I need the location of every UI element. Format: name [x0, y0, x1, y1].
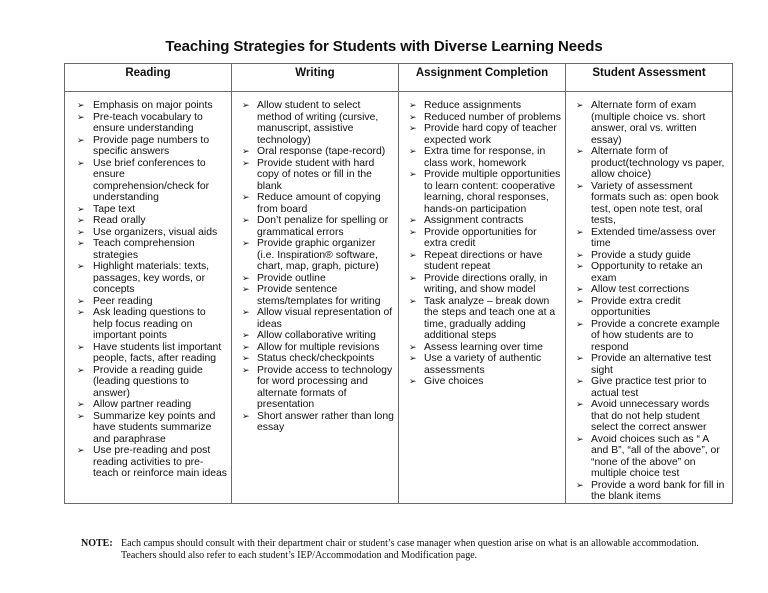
list-item — [236, 158, 394, 193]
list-item-text: Allow visual representation of ideas — [257, 307, 393, 330]
arrow-bullet-icon: ➢ — [242, 238, 250, 248]
list-item — [403, 296, 561, 342]
writing-list — [236, 100, 394, 434]
arrow-bullet-icon: ➢ — [409, 353, 417, 363]
arrow-bullet-icon: ➢ — [242, 353, 250, 363]
document-title: Teaching Strategies for Students with Diverse Learning Needs — [165, 38, 603, 55]
arrow-bullet-icon: ➢ — [576, 226, 584, 237]
list-item-text: Allow collaborative writing — [257, 330, 376, 341]
list-item-text: Allow test corrections — [591, 284, 690, 295]
list-item — [570, 261, 728, 284]
list-item-text: Provide multiple opportunities to learn content: cooperative learning, choral responses, hands-on participation — [424, 169, 561, 215]
list-item — [69, 399, 227, 411]
arrow-bullet-icon: ➢ — [576, 399, 584, 409]
arrow-bullet-icon: ➢ — [576, 284, 584, 294]
list-item — [236, 215, 394, 238]
list-item — [403, 227, 561, 250]
list-item-text: Use a variety of authentic assessments — [424, 353, 542, 376]
arrow-bullet-icon: ➢ — [409, 249, 417, 260]
header-assignment-completion: Assignment Completion — [399, 64, 566, 92]
list-item — [570, 434, 728, 480]
list-item-text: Reduced number of problems — [424, 111, 561, 123]
list-item-text: Provide sentence stems/templates for writing — [257, 284, 381, 307]
arrow-bullet-icon: ➢ — [242, 307, 250, 317]
list-item-text: Avoid unnecessary words that do not help student select the correct answer — [591, 399, 710, 433]
arrow-bullet-icon: ➢ — [576, 318, 584, 329]
list-item — [236, 342, 394, 354]
arrow-bullet-icon: ➢ — [576, 180, 584, 191]
list-item — [403, 169, 561, 215]
list-item — [236, 100, 394, 146]
arrow-bullet-icon: ➢ — [576, 376, 584, 386]
list-item — [236, 411, 394, 434]
arrow-bullet-icon: ➢ — [409, 111, 417, 122]
arrow-bullet-icon: ➢ — [576, 353, 584, 363]
arrow-bullet-icon: ➢ — [242, 410, 250, 421]
arrow-bullet-icon: ➢ — [242, 284, 250, 294]
list-item-text: Provide access to technology for word processing and alternate formats of presentation — [257, 364, 393, 410]
list-item-text: Reduce amount of copying from board — [257, 192, 381, 215]
list-item — [69, 365, 227, 400]
list-item-text: Provide a reading guide (leading questions to answer) — [93, 364, 203, 399]
list-item-text: Highlight materials: texts, passages, key words, or concepts — [93, 261, 210, 295]
list-item-text: Reduce assignments — [424, 100, 522, 111]
arrow-bullet-icon: ➢ — [77, 226, 85, 237]
list-item — [69, 158, 227, 204]
list-item-text: Task analyze – break down the steps and teach one at a time, gradually adding additional steps — [424, 295, 556, 341]
arrow-bullet-icon: ➢ — [409, 341, 417, 352]
list-item — [69, 307, 227, 342]
arrow-bullet-icon: ➢ — [409, 169, 417, 179]
student-assessment-cell — [566, 92, 733, 504]
list-item-text: Avoid choices such as “ A and B”, “all of the above”, or “none of the above” on multiple choice test — [591, 433, 720, 479]
arrow-bullet-icon: ➢ — [242, 341, 250, 352]
list-item-text: Give choices — [424, 376, 484, 387]
footnote — [81, 538, 699, 562]
list-item-text: Provide student with hard copy of notes or fill in the blank — [257, 157, 375, 192]
list-item-text: Provide opportunities for extra credit — [424, 226, 537, 249]
arrow-bullet-icon: ➢ — [77, 295, 85, 306]
list-item-text: Extra time for response, in class work, homework — [424, 146, 546, 169]
list-item-text: Have students list important people, facts, after reading — [93, 341, 222, 364]
list-item-text: Provide a study guide — [591, 249, 691, 261]
list-item — [236, 273, 394, 285]
arrow-bullet-icon: ➢ — [576, 100, 584, 110]
arrow-bullet-icon: ➢ — [409, 146, 417, 156]
arrow-bullet-icon: ➢ — [77, 364, 85, 375]
list-item — [403, 273, 561, 296]
arrow-bullet-icon: ➢ — [576, 433, 584, 444]
arrow-bullet-icon: ➢ — [242, 157, 250, 168]
list-item — [236, 192, 394, 215]
list-item — [403, 376, 561, 388]
list-item — [69, 100, 227, 112]
header-writing: Writing — [232, 64, 399, 92]
list-item-text: Short answer rather than long essay — [257, 410, 394, 433]
list-item-text: Emphasis on major points — [93, 100, 213, 111]
list-item — [69, 261, 227, 296]
list-item — [403, 112, 561, 124]
arrow-bullet-icon: ➢ — [409, 123, 417, 133]
list-item — [570, 353, 728, 376]
arrow-bullet-icon: ➢ — [77, 261, 85, 271]
arrow-bullet-icon: ➢ — [242, 364, 250, 375]
list-item — [236, 146, 394, 158]
arrow-bullet-icon: ➢ — [77, 399, 85, 409]
list-item — [69, 215, 227, 227]
arrow-bullet-icon: ➢ — [242, 272, 250, 283]
arrow-bullet-icon: ➢ — [77, 215, 85, 225]
arrow-bullet-icon: ➢ — [409, 376, 417, 386]
table-header-row — [65, 64, 733, 92]
list-item-text: Allow partner reading — [93, 399, 192, 410]
reading-list — [69, 100, 227, 480]
list-item — [69, 342, 227, 365]
list-item-text: Provide directions orally, in writing, and show model — [424, 272, 548, 295]
arrow-bullet-icon: ➢ — [576, 479, 584, 490]
list-item — [403, 100, 561, 112]
list-item-text: Alternate form of product(technology vs paper, allow choice) — [591, 146, 725, 180]
list-item-text: Provide an alternative test sight — [591, 353, 712, 376]
list-item-text: Ask leading questions to help focus reading on important points — [93, 307, 206, 341]
list-item-text: Read orally — [93, 215, 146, 226]
list-item — [570, 284, 728, 296]
list-item — [236, 365, 394, 411]
list-item-text: Oral response (tape-record) — [257, 146, 386, 157]
arrow-bullet-icon: ➢ — [409, 100, 417, 110]
list-item — [570, 376, 728, 399]
strategies-table — [64, 63, 733, 504]
list-item — [69, 445, 227, 480]
list-item — [236, 238, 394, 273]
header-reading: Reading — [65, 64, 232, 92]
reading-cell — [65, 92, 232, 504]
list-item-text: Don’t penalize for spelling or grammatical errors — [257, 215, 389, 238]
list-item — [403, 146, 561, 169]
arrow-bullet-icon: ➢ — [77, 307, 85, 317]
arrow-bullet-icon: ➢ — [576, 146, 584, 156]
arrow-bullet-icon: ➢ — [242, 100, 250, 110]
assignment-completion-cell — [399, 92, 566, 504]
list-item — [570, 480, 728, 503]
list-item-text: Assignment contracts — [424, 215, 524, 226]
list-item — [570, 399, 728, 434]
arrow-bullet-icon: ➢ — [409, 226, 417, 237]
list-item-text: Opportunity to retake an exam — [591, 261, 703, 284]
list-item — [570, 146, 728, 181]
list-item-text: Provide a word bank for fill in the blank items — [591, 479, 725, 502]
list-item-text: Status check/checkpoints — [257, 353, 375, 364]
student-assessment-list — [570, 100, 728, 503]
list-item — [570, 100, 728, 146]
note-line-2: Teachers should also refer to each student’s IEP/Accommodation and Modification page. — [121, 550, 478, 561]
arrow-bullet-icon: ➢ — [77, 445, 85, 455]
list-item-text: Use brief conferences to ensure comprehension/check for understanding — [93, 157, 210, 203]
list-item — [69, 227, 227, 239]
list-item-text: Provide extra credit opportunities — [591, 295, 681, 318]
arrow-bullet-icon: ➢ — [77, 203, 85, 214]
list-item-text: Allow for multiple revisions — [257, 341, 380, 353]
arrow-bullet-icon: ➢ — [242, 215, 250, 225]
note-label: NOTE: — [81, 538, 113, 549]
list-item — [570, 181, 728, 227]
list-item-text: Provide graphic organizer (i.e. Inspiration® software, chart, map, graph, picture) — [257, 238, 379, 272]
list-item — [403, 215, 561, 227]
arrow-bullet-icon: ➢ — [242, 192, 250, 202]
table-body-row — [65, 92, 733, 504]
list-item — [403, 123, 561, 146]
list-item — [69, 204, 227, 216]
list-item — [236, 284, 394, 307]
list-item — [403, 342, 561, 354]
list-item — [236, 353, 394, 365]
arrow-bullet-icon: ➢ — [77, 157, 85, 168]
header-student-assessment: Student Assessment — [566, 64, 733, 92]
list-item — [570, 319, 728, 354]
arrow-bullet-icon: ➢ — [77, 134, 85, 145]
arrow-bullet-icon: ➢ — [242, 330, 250, 340]
list-item — [236, 307, 394, 330]
list-item — [69, 135, 227, 158]
list-item — [570, 227, 728, 250]
arrow-bullet-icon: ➢ — [77, 238, 85, 248]
note-line-1: Each campus should consult with their department chair or student’s case manager when question arise on what is an allowable accommodation. — [121, 538, 699, 549]
list-item — [570, 296, 728, 319]
list-item-text: Assess learning over time — [424, 341, 543, 353]
arrow-bullet-icon: ➢ — [77, 100, 85, 110]
arrow-bullet-icon: ➢ — [409, 272, 417, 283]
list-item-text: Provide page numbers to specific answers — [93, 134, 210, 157]
list-item — [403, 353, 561, 376]
list-item-text: Use organizers, visual aids — [93, 226, 218, 238]
list-item-text: Repeat directions or have student repeat — [424, 249, 543, 272]
list-item-text: Allow student to select method of writing (cursive, manuscript, assistive technology) — [257, 100, 379, 146]
arrow-bullet-icon: ➢ — [409, 295, 417, 306]
list-item-text: Pre-teach vocabulary to ensure understanding — [93, 111, 203, 134]
assignment-completion-list — [403, 100, 561, 388]
list-item-text: Give practice test prior to actual test — [591, 376, 707, 399]
list-item-text: Provide outline — [257, 272, 326, 284]
list-item-text: Extended time/assess over time — [591, 226, 716, 249]
list-item — [69, 238, 227, 261]
list-item — [403, 250, 561, 273]
arrow-bullet-icon: ➢ — [242, 146, 250, 156]
arrow-bullet-icon: ➢ — [576, 249, 584, 260]
arrow-bullet-icon: ➢ — [409, 215, 417, 225]
arrow-bullet-icon: ➢ — [77, 341, 85, 352]
arrow-bullet-icon: ➢ — [77, 410, 85, 421]
arrow-bullet-icon: ➢ — [576, 295, 584, 306]
list-item-text: Peer reading — [93, 295, 153, 307]
list-item-text: Provide a concrete example of how students are to respond — [591, 318, 720, 353]
list-item-text: Use pre-reading and post reading activities to pre-teach or reinforce main ideas — [93, 445, 227, 479]
writing-cell — [232, 92, 399, 504]
list-item-text: Tape text — [93, 203, 136, 215]
list-item-text: Alternate form of exam (multiple choice vs. short answer, oral vs. written essay) — [591, 100, 706, 146]
list-item — [69, 112, 227, 135]
list-item-text: Teach comprehension strategies — [93, 238, 195, 261]
list-item — [236, 330, 394, 342]
list-item — [69, 411, 227, 446]
list-item-text: Provide hard copy of teacher expected work — [424, 123, 557, 146]
arrow-bullet-icon: ➢ — [77, 111, 85, 122]
list-item — [570, 250, 728, 262]
list-item-text: Variety of assessment formats such as: open book test, open note test, oral tests, — [591, 180, 719, 226]
arrow-bullet-icon: ➢ — [576, 261, 584, 271]
list-item-text: Summarize key points and have students summarize and paraphrase — [93, 410, 216, 445]
list-item — [69, 296, 227, 308]
